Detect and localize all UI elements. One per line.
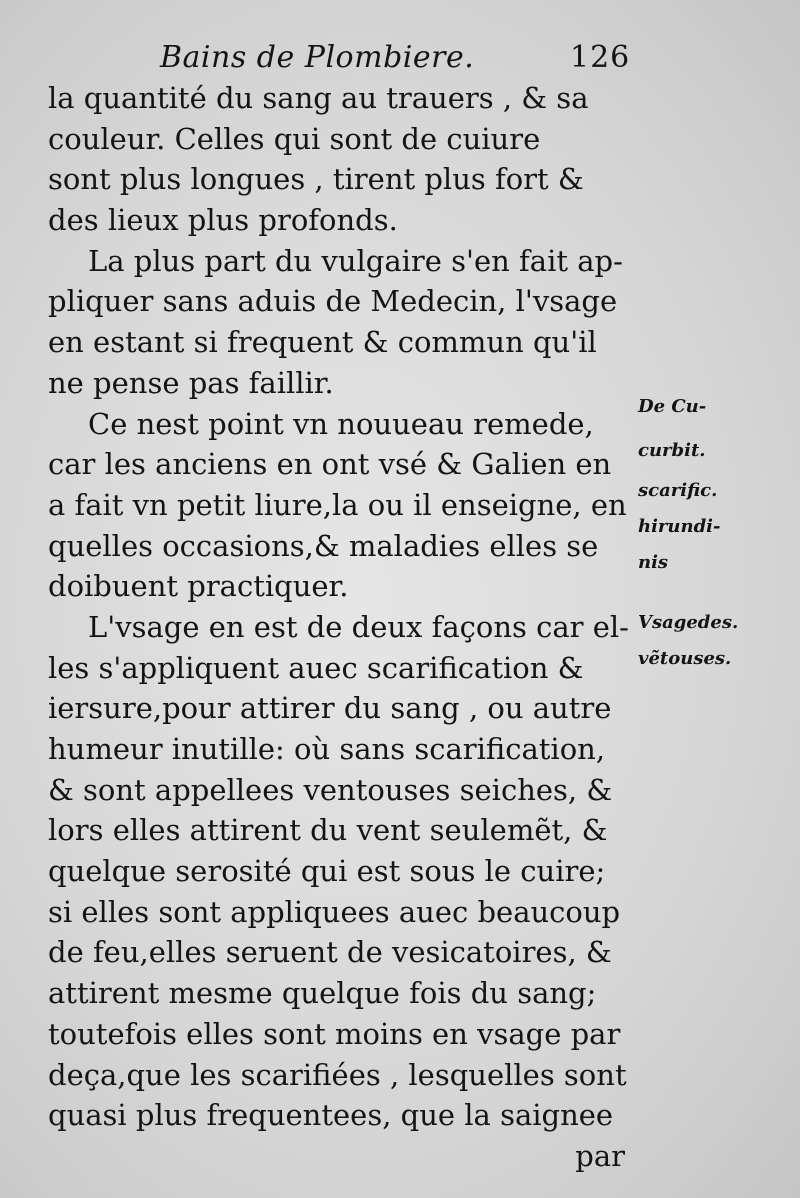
text-line: des lieux plus profonds. <box>48 203 398 238</box>
text-line: L'vsage en est de deux façons car el- <box>88 609 629 644</box>
text-line: Ce nest point vn nouueau remede, <box>88 406 594 441</box>
text-line: car les anciens en ont vsé & Galien en <box>48 447 612 482</box>
margin-note: curbit. <box>638 440 706 461</box>
text-line: a fait vn petit liure,la ou il enseigne, en <box>48 487 627 522</box>
margin-note: Vsagedes. <box>638 612 739 633</box>
text-line: la quantité du sang au trauers , & sa <box>48 81 589 115</box>
margin-note: De Cu- <box>638 396 707 417</box>
text-line: quelque serosité qui est sous le cuire; <box>48 854 606 889</box>
text-line: toutefois elles sont moins en vsage par <box>48 1016 621 1051</box>
text-line: en estant si frequent & commun qu'il <box>48 325 597 360</box>
body-text <box>48 78 633 1177</box>
text-line: quelles occasions,& maladies elles se <box>48 528 599 563</box>
text-line: pliquer sans aduis de Medecin, l'vsage <box>48 284 618 319</box>
text-line: deça,que les scarifiées , lesquelles sont <box>48 1057 627 1092</box>
margin-note: hirundi- <box>638 516 721 537</box>
margin-note: vẽtouses. <box>638 648 732 669</box>
margin-note: scarific. <box>638 480 718 501</box>
text-line: si elles sont appliquees auec beaucoup <box>48 894 621 929</box>
page-number: 126 <box>570 40 631 75</box>
running-title: Bains de Plombiere. <box>160 40 475 75</box>
catchword: par <box>575 1138 625 1173</box>
text-line: quasi plus frequentees, que la saignee <box>48 1098 614 1133</box>
text-line: lors elles attirent du vent seulemẽt, & <box>48 813 608 848</box>
text-line: & sont appellees ventouses seiches, & <box>48 772 613 807</box>
margin-note: nis <box>638 552 669 573</box>
text-line: humeur inutille: où sans scarification, <box>48 732 606 766</box>
text-line: couleur. Celles qui sont de cuiure <box>48 121 541 156</box>
text-line: iersure,pour attirer du sang , ou autre <box>48 691 612 726</box>
text-line: La plus part du vulgaire s'en fait ap- <box>88 243 623 278</box>
text-line: de feu,elles seruent de vesicatoires, & <box>48 935 612 970</box>
text-line: doibuent practiquer. <box>48 569 349 604</box>
text-line: ne pense pas faillir. <box>48 365 334 400</box>
text-line: attirent mesme quelque fois du sang; <box>48 976 597 1011</box>
text-line: sont plus longues , tirent plus fort & <box>48 162 584 197</box>
text-line: les s'appliquent auec scarification & <box>48 650 584 685</box>
